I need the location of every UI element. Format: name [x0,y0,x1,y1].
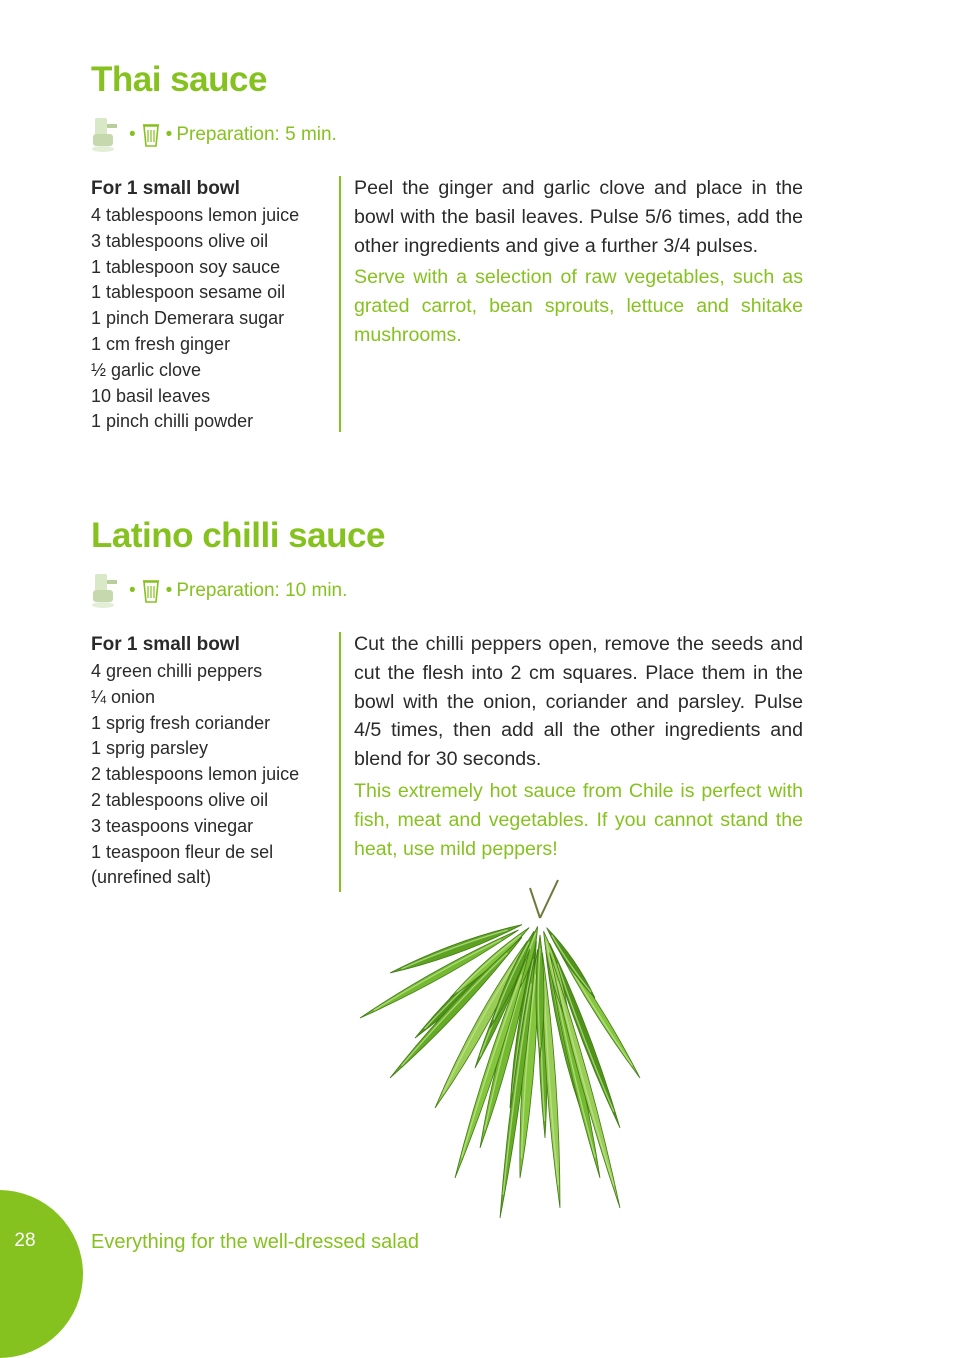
recipe-title: Latino chilli sauce [91,516,385,555]
ingredient: ¼ onion [91,686,156,707]
ingredient: 1 sprig fresh coriander [91,712,271,733]
preparation-line [91,572,347,610]
chopper-bowl-icon [142,122,160,148]
ingredient: (unrefined salt) [91,867,212,888]
ingredient: 10 basil leaves [91,385,211,406]
ingredient: 1 pinch chilli powder [91,411,254,432]
serving-size: For 1 small bowl [91,634,240,655]
green-chilli-peppers-photo [240,878,690,1238]
ingredient: 3 teaspoons vinegar [91,815,254,836]
bullet-separator: • [129,124,136,145]
column-divider [339,632,341,892]
ingredient: 1 sprig parsley [91,738,209,759]
preparation-time: Preparation: 10 min. [176,580,348,601]
ingredient: 1 teaspoon fleur de sel [91,841,274,862]
method-text [354,630,803,863]
bullet-separator: • [165,124,173,145]
food-processor-icon [91,572,125,610]
ingredient: 1 tablespoon sesame oil [91,282,286,303]
chopper-bowl-icon [142,578,160,604]
recipe-title: Thai sauce [91,60,267,99]
preparation-time: Preparation: 5 min. [176,124,337,145]
page-number: 28 [14,1230,36,1251]
method-instructions: Peel the ginger and garlic clove and place in the bowl with the basil leaves. Pulse 5/6 times, add the other ingredients and give a further 3/4 pulses. [354,177,803,257]
serving-tip: This extremely hot sauce from Chile is perfect with fish, meat and vegetables. If you cannot stand the heat, use mild peppers! [354,779,803,860]
column-divider [339,176,341,432]
food-processor-icon [91,116,125,154]
ingredient-list [91,631,331,891]
method-text [354,174,803,350]
ingredient: 1 tablespoon soy sauce [91,256,281,277]
footer-section-title: Everything for the well-dressed salad [91,1231,419,1253]
preparation-line [91,116,337,154]
recipe-thai-sauce [91,60,803,440]
serving-size: For 1 small bowl [91,178,240,199]
ingredient: 1 cm fresh ginger [91,333,231,354]
ingredient: 3 tablespoons olive oil [91,230,269,251]
ingredient: 2 tablespoons olive oil [91,789,269,810]
serving-tip: Serve with a selection of raw vegetables, such as grated carrot, bean sprouts, lettuce and shitake mushrooms. [354,266,803,346]
bullet-separator: • [129,580,136,601]
recipe-latino-chilli-sauce [91,516,803,896]
method-instructions: Cut the chilli peppers open, remove the seeds and cut the flesh into 2 cm squares. Place them in the bowl with the onion, coriander and parsley. Pulse 4/5 times, then add all the other ingredients and blend for 30 seconds. [354,633,803,771]
bullet-separator: • [165,580,173,601]
pepper-stems [530,880,558,918]
ingredient: 2 tablespoons lemon juice [91,764,300,785]
ingredient: 4 green chilli peppers [91,661,263,681]
ingredient: 1 pinch Demerara sugar [91,308,285,329]
ingredient: 4 tablespoons lemon juice [91,205,300,225]
page-number-tab [0,1190,83,1358]
ingredient: ½ garlic clove [91,359,202,380]
ingredient-list [91,175,331,435]
